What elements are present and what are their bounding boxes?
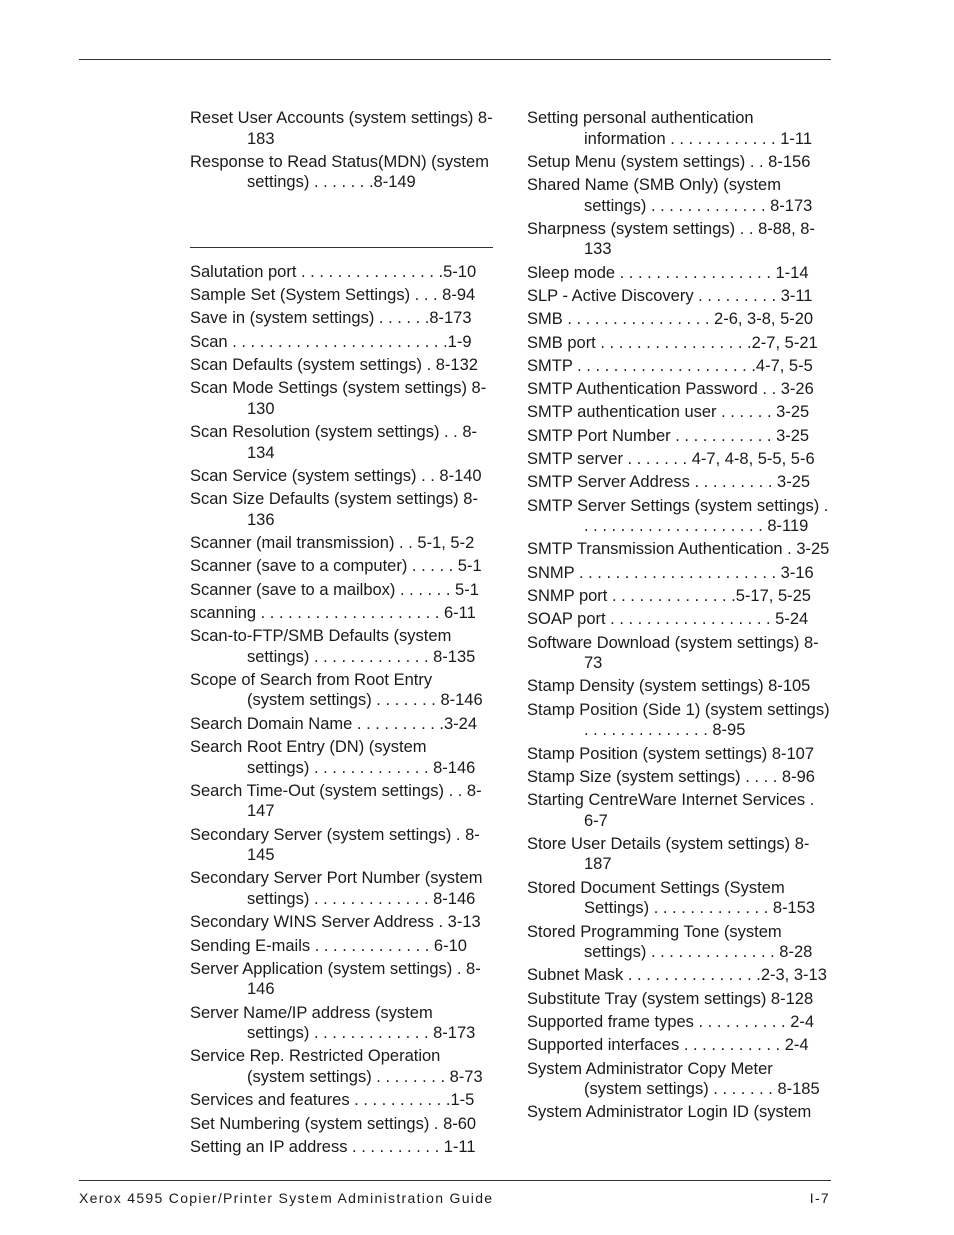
index-entry: Stamp Density (system settings) 8-105	[527, 677, 811, 696]
index-entry: Setting an IP address . . . . . . . . . . 1-11	[190, 1137, 476, 1156]
index-entry: Secondary WINS Server Address . 3-13	[190, 913, 481, 932]
index-entry: Setup Menu (system settings) . . 8-156	[527, 152, 811, 171]
index-entry: Scan Defaults (system settings) . 8-132	[190, 355, 478, 374]
footer-rule	[79, 1180, 831, 1181]
top-rule	[79, 59, 831, 60]
index-entry: Server Name/IP address (system settings) . . . . . . . . . . . . . 8-173	[190, 1003, 476, 1043]
index-entry: SMTP Authentication Password . . 3-26	[527, 380, 814, 399]
index-entry: Shared Name (SMB Only) (system settings) . . . . . . . . . . . . . 8-173	[527, 176, 813, 215]
right-index-column	[527, 108, 830, 1126]
index-entry: Set Numbering (system settings) . 8-60	[190, 1114, 477, 1133]
index-entry: SMTP server . . . . . . . 4-7, 4-8, 5-5, 5-6	[527, 450, 815, 469]
index-entry: Service Rep. Restricted Operation (system settings) . . . . . . . . 8-73	[190, 1047, 483, 1086]
index-entry: Substitute Tray (system settings) 8-128	[527, 989, 814, 1008]
index-entry: Sample Set (System Settings) . . . 8-94	[190, 286, 476, 305]
index-entry: Setting personal authentication information . . . . . . . . . . . . 1-11	[527, 109, 813, 148]
index-entry: SMTP Server Address . . . . . . . . . 3-25	[527, 473, 811, 492]
index-entry: Scanner (save to a mailbox) . . . . . . 5-1	[190, 580, 479, 599]
index-entry: Search Time-Out (system settings) . . 8-147	[190, 781, 482, 821]
index-entry: SNMP port . . . . . . . . . . . . . .5-17, 5-25	[527, 587, 811, 606]
index-entry: Search Root Entry (DN) (system settings) . . . . . . . . . . . . . 8-146	[190, 738, 476, 777]
section-divider	[190, 247, 493, 248]
index-entry: SNMP . . . . . . . . . . . . . . . . . . . . . . 3-16	[527, 563, 814, 582]
index-entry: Supported interfaces . . . . . . . . . . . 2-4	[527, 1036, 809, 1055]
index-entry: Sharpness (system settings) . . 8-88, 8-133	[527, 219, 815, 259]
index-entry: SMB . . . . . . . . . . . . . . . . 2-6, 3-8, 5-20	[527, 310, 814, 329]
index-entry: Supported frame types . . . . . . . . . . 2-4	[527, 1012, 815, 1031]
index-entry: Secondary Server Port Number (system settings) . . . . . . . . . . . . . 8-146	[190, 869, 483, 908]
index-entry: Reset User Accounts (system settings) 8-183	[190, 109, 493, 148]
index-entry: Save in (system settings) . . . . . .8-173	[190, 309, 472, 328]
index-entry: System Administrator Copy Meter (system settings) . . . . . . . 8-185	[527, 1059, 820, 1098]
index-entry: SMTP Port Number . . . . . . . . . . . 3-25	[527, 426, 810, 445]
index-entry: Scan . . . . . . . . . . . . . . . . . . . . . . . .1-9	[190, 332, 472, 351]
index-entry: SMTP Server Settings (system settings) . . . . . . . . . . . . . . . . . . . . . 8-119	[527, 496, 829, 536]
index-entry: Starting CentreWare Internet Services . 6-7	[527, 791, 815, 830]
index-entry: Scan Service (system settings) . . 8-140	[190, 466, 482, 485]
index-entry: SOAP port . . . . . . . . . . . . . . . . . . 5-24	[527, 610, 809, 629]
index-entry: SMTP authentication user . . . . . . 3-25	[527, 403, 810, 422]
index-entry: Scanner (mail transmission) . . 5-1, 5-2	[190, 533, 475, 552]
index-entry: Subnet Mask . . . . . . . . . . . . . . .2-3, 3-13	[527, 966, 827, 985]
index-entry: Software Download (system settings) 8-73	[527, 633, 819, 673]
page-number: I-7	[809, 1190, 830, 1206]
index-entry: SMB port . . . . . . . . . . . . . . . . .2-7, 5-21	[527, 333, 818, 352]
index-entry: Stamp Position (Side 1) (system settings) . . . . . . . . . . . . . . 8-95	[527, 700, 830, 740]
index-entry: Scope of Search from Root Entry (system settings) . . . . . . . 8-146	[190, 670, 483, 710]
index-entry: Scanner (save to a computer) . . . . . 5-1	[190, 557, 482, 576]
index-entry: Response to Read Status(MDN) (system settings) . . . . . . .8-149	[190, 152, 489, 192]
index-entry: Server Application (system settings) . 8-146	[190, 959, 481, 999]
index-entry: Salutation port . . . . . . . . . . . . . . . .5-10	[190, 262, 477, 281]
index-entry: Scan Size Defaults (system settings) 8-136	[190, 490, 478, 529]
index-entry: Stamp Position (system settings) 8-107	[527, 744, 815, 763]
index-entry: Scan Mode Settings (system settings) 8-130	[190, 379, 487, 418]
index-entry: Secondary Server (system settings) . 8-145	[190, 825, 480, 865]
index-entry: Stored Document Settings (System Settings) . . . . . . . . . . . . . 8-153	[527, 878, 816, 918]
left-index-column	[190, 108, 493, 1160]
index-entry: Store User Details (system settings) 8-187	[527, 834, 810, 874]
index-entry: Stamp Size (system settings) . . . . 8-96	[527, 767, 815, 786]
index-entry: Services and features . . . . . . . . . . .1-5	[190, 1091, 475, 1110]
footer-title: Xerox 4595 Copier/Printer System Administration Guide	[79, 1190, 494, 1206]
index-entry: Search Domain Name . . . . . . . . . .3-24	[190, 714, 478, 733]
index-entry: System Administrator Login ID (system	[527, 1103, 812, 1122]
index-entry: Sending E-mails . . . . . . . . . . . . . 6-10	[190, 936, 467, 955]
index-entry: SLP - Active Discovery . . . . . . . . . 3-11	[527, 286, 813, 305]
index-entry: scanning . . . . . . . . . . . . . . . . . . . . 6-11	[190, 603, 476, 622]
index-entry: Scan-to-FTP/SMB Defaults (system settings) . . . . . . . . . . . . . 8-135	[190, 627, 476, 666]
index-entry: Sleep mode . . . . . . . . . . . . . . . . . 1-14	[527, 263, 809, 282]
index-entry: Stored Programming Tone (system settings) . . . . . . . . . . . . . . 8-28	[527, 922, 813, 962]
index-entry: Scan Resolution (system settings) . . 8-134	[190, 423, 478, 462]
index-entry: SMTP . . . . . . . . . . . . . . . . . . . .4-7, 5-5	[527, 356, 813, 375]
index-entry: SMTP Transmission Authentication . 3-25	[527, 540, 830, 559]
